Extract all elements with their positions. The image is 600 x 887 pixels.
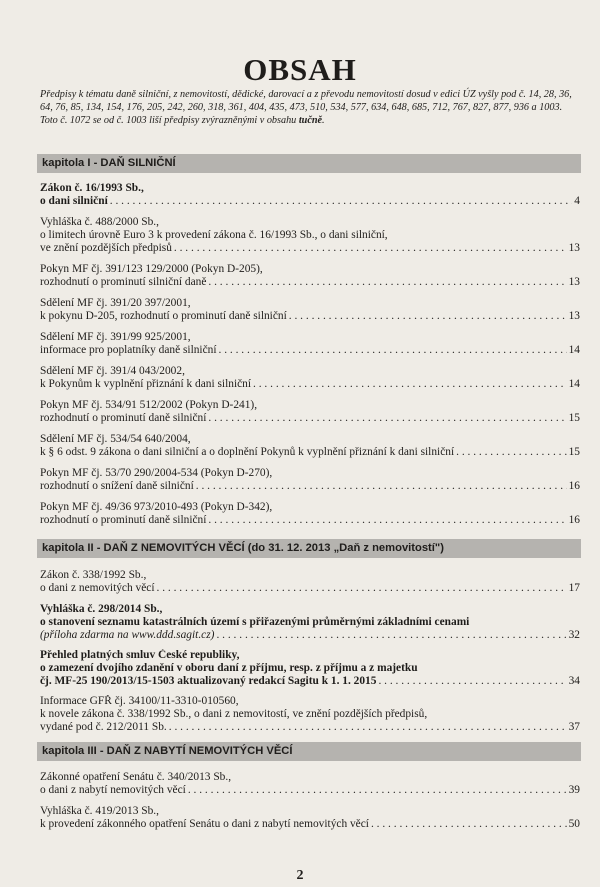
toc-entry[interactable]	[40, 331, 580, 357]
leader-dots	[378, 675, 566, 688]
entry-note: (příloha zdarma na www.ddd.sagit.cz)	[40, 629, 215, 641]
toc-entry[interactable]	[40, 467, 580, 493]
toc-entry[interactable]	[40, 182, 580, 208]
toc-entry[interactable]	[40, 771, 580, 797]
leader-dots	[371, 818, 567, 831]
page-ref: 13	[568, 310, 580, 322]
chapter-heading: kapitola III - DAŇ Z NABYTÍ NEMOVITÝCH VĚCÍ	[37, 742, 581, 761]
entry-line: o dani z nemovitých věcí	[40, 582, 155, 594]
toc-entry[interactable]	[40, 603, 580, 642]
page-number: 2	[296, 868, 304, 883]
entry-line: čj. MF-25 190/2013/15-1503 aktualizovaný redakcí Sagitu k 1. 1. 2015	[40, 675, 377, 687]
entry-line: rozhodnutí o prominutí silniční daně	[40, 276, 207, 288]
leader-dots	[208, 276, 566, 289]
entry-line: Sdělení MF čj. 534/54 640/2004,	[40, 433, 191, 445]
leader-dots	[169, 721, 567, 734]
page-title: OBSAH	[243, 52, 357, 87]
entry-line: o zamezení dvojího zdanění v oboru daní z příjmu, resp. z příjmu a z majetku	[40, 662, 418, 674]
page-ref: 16	[568, 514, 580, 526]
intro-end: .	[322, 115, 325, 126]
leader-dots	[110, 195, 573, 208]
entry-line: o limitech úrovně Euro 3 k provedení zákona č. 16/1993 Sb., o dani silniční,	[40, 229, 388, 241]
entry-line: Zákonné opatření Senátu č. 340/2013 Sb.,	[40, 771, 232, 783]
entry-line: k provedení zákonného opatření Senátu o dani z nabytí nemovitých věcí	[40, 818, 369, 830]
page-ref: 13	[568, 276, 580, 288]
toc-entry[interactable]	[40, 297, 580, 323]
chapter-heading: kapitola I - DAŇ SILNIČNÍ	[37, 154, 581, 173]
intro-text: Předpisy k tématu daně silniční, z nemovitostí, dědické, darovací a z převodu nemovitostí dosud v edici ÚZ vyšly pod č. 14, 28, 36, 64, 76, 85, 134, 154, 176, 205, 242, 260, 318, 361, 404, 435, 473, 510, 534, 577, 634, 648, 685, 712, 767, 827, 877, 936 a 1003. Toto č. 1072 se od č. 1003 liší předpisy zvýrazněnými v obsahu	[40, 89, 572, 126]
entry-line: informace pro poplatníky daně silniční	[40, 344, 217, 356]
entry-line: Zákon č. 338/1992 Sb.,	[40, 569, 147, 581]
page-ref: 37	[568, 721, 580, 733]
page-ref: 13	[568, 242, 580, 254]
page-ref: 15	[568, 412, 580, 424]
entry-line: Pokyn MF čj. 391/123 129/2000 (Pokyn D-205),	[40, 263, 263, 275]
page-ref: 32	[568, 629, 580, 641]
toc-entry[interactable]	[40, 805, 580, 831]
leader-dots	[216, 629, 566, 642]
toc-entry[interactable]	[40, 649, 580, 688]
leader-dots	[456, 446, 566, 459]
leader-dots	[289, 310, 567, 323]
page-ref: 50	[568, 818, 580, 830]
entry-line: o dani silniční	[40, 195, 108, 207]
entry-line: o stanovení seznamu katastrálních území s přiřazenými průměrnými základními cenami	[40, 616, 470, 628]
page-ref: 4	[574, 195, 580, 207]
toc-entry[interactable]	[40, 569, 580, 595]
intro-paragraph	[40, 88, 575, 127]
leader-dots	[196, 480, 567, 493]
entry-line: k novele zákona č. 338/1992 Sb., o dani z nemovitostí, ve znění pozdějších předpisů,	[40, 708, 428, 720]
entry-line: Vyhláška č. 419/2013 Sb.,	[40, 805, 159, 817]
leader-dots	[208, 412, 566, 425]
entry-line: o dani z nabytí nemovitých věcí	[40, 784, 186, 796]
toc-entry[interactable]	[40, 365, 580, 391]
entry-line: ve znění pozdějších předpisů	[40, 242, 172, 254]
page-ref: 17	[568, 582, 580, 594]
leader-dots	[219, 344, 567, 357]
toc-entry[interactable]	[40, 399, 580, 425]
entry-line: Pokyn MF čj. 534/91 512/2002 (Pokyn D-241),	[40, 399, 258, 411]
page-ref: 14	[568, 344, 580, 356]
entry-line: rozhodnutí o snížení daně silniční	[40, 480, 194, 492]
entry-line: Vyhláška č. 298/2014 Sb.,	[40, 603, 163, 615]
page-ref: 39	[568, 784, 580, 796]
toc-entry[interactable]	[40, 263, 580, 289]
page-ref: 34	[568, 675, 580, 687]
leader-dots	[174, 242, 567, 255]
entry-line: Zákon č. 16/1993 Sb.,	[40, 182, 144, 194]
page-ref: 15	[568, 446, 580, 458]
leader-dots	[188, 784, 567, 797]
toc-entry[interactable]	[40, 433, 580, 459]
leader-dots	[157, 582, 567, 595]
toc-entry[interactable]	[40, 501, 580, 527]
chapter-heading: kapitola II - DAŇ Z NEMOVITÝCH VĚCÍ (do 31. 12. 2013 „Daň z nemovitostí")	[37, 539, 581, 558]
entry-line: Pokyn MF čj. 49/36 973/2010-493 (Pokyn D-342),	[40, 501, 273, 513]
toc-entry[interactable]	[40, 695, 580, 734]
toc-entry[interactable]	[40, 216, 580, 255]
entry-line: Vyhláška č. 488/2000 Sb.,	[40, 216, 159, 228]
entry-line: Pokyn MF čj. 53/70 290/2004-534 (Pokyn D-270),	[40, 467, 273, 479]
entry-line: Přehled platných smluv České republiky,	[40, 649, 240, 661]
entry-line: Sdělení MF čj. 391/4 043/2002,	[40, 365, 185, 377]
entry-line: Sdělení MF čj. 391/20 397/2001,	[40, 297, 191, 309]
entry-line: rozhodnutí o prominutí daně silniční	[40, 514, 207, 526]
leader-dots	[253, 378, 567, 391]
entry-line: k pokynu D-205, rozhodnutí o prominutí daně silniční	[40, 310, 287, 322]
page-ref: 16	[568, 480, 580, 492]
entry-line: k § 6 odst. 9 zákona o dani silniční a o doplnění Pokynů k vyplnění přiznání k dani silniční	[40, 446, 455, 458]
page-ref: 14	[568, 378, 580, 390]
intro-bold-word: tučně	[298, 115, 323, 126]
entry-line: Informace GFŘ čj. 34100/11-3310-010560,	[40, 695, 239, 707]
leader-dots	[208, 514, 566, 527]
entry-line: vydané pod č. 212/2011 Sb.	[40, 721, 167, 733]
entry-line: Sdělení MF čj. 391/99 925/2001,	[40, 331, 191, 343]
entry-line: k Pokynům k vyplnění přiznání k dani silniční	[40, 378, 252, 390]
entry-line: rozhodnutí o prominutí daně silniční	[40, 412, 207, 424]
